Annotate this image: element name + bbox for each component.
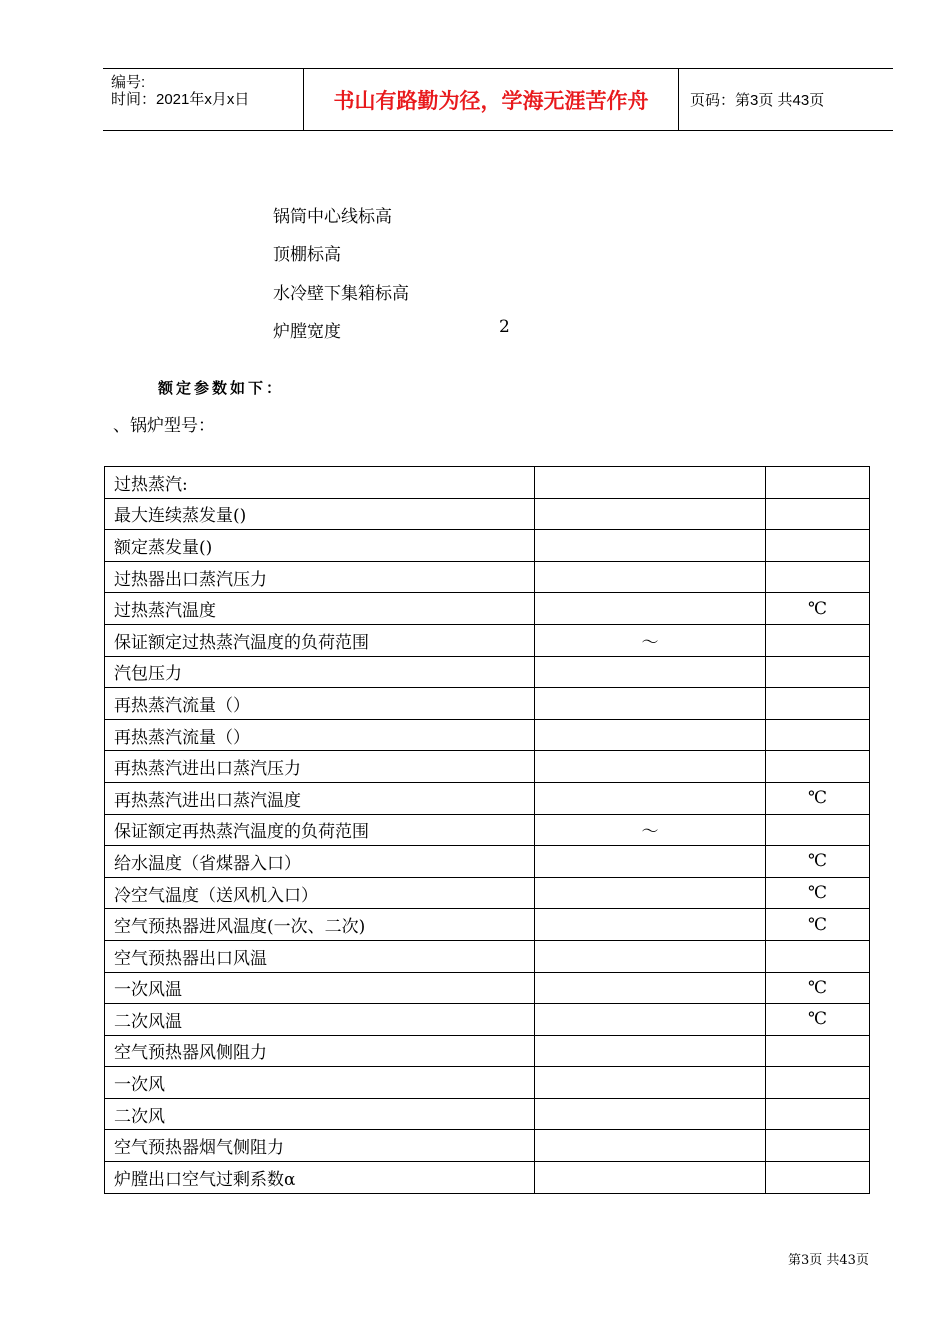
section-title: 额定参数如下： (158, 379, 285, 397)
table-row (105, 688, 870, 720)
param-unit-cell (766, 1098, 870, 1130)
param-name-cell: 再热蒸汽流量（） (105, 719, 535, 751)
param-value-cell: ～ (535, 814, 766, 846)
param-name-cell: 空气预热器风侧阻力 (105, 1035, 535, 1067)
param-name-cell: 保证额定过热蒸汽温度的负荷范围 (105, 624, 535, 656)
param-value-cell (535, 1067, 766, 1099)
param-name-cell: 一次风 (105, 1067, 535, 1099)
param-unit-cell (766, 940, 870, 972)
spec-label: 锅筒中心线标高 (273, 207, 392, 227)
param-unit-cell (766, 467, 870, 499)
param-value-cell (535, 467, 766, 499)
page-footer: 第3页 共43页 (788, 1253, 869, 1268)
param-value-cell (535, 972, 766, 1004)
param-unit-cell (766, 688, 870, 720)
param-value-cell (535, 1035, 766, 1067)
param-unit-cell (766, 656, 870, 688)
param-value-cell (535, 751, 766, 783)
table-row (105, 877, 870, 909)
param-name-cell: 一次风温 (105, 972, 535, 1004)
param-value-cell (535, 940, 766, 972)
table-row (105, 1162, 870, 1194)
header-page-number (688, 69, 824, 130)
table-row (105, 1035, 870, 1067)
param-name-cell: 二次风温 (105, 1004, 535, 1036)
param-name-cell: 冷空气温度（送风机入口） (105, 877, 535, 909)
param-value-cell: ～ (535, 624, 766, 656)
param-name-cell: 过热蒸汽: (105, 467, 535, 499)
param-unit-cell: ℃ (766, 877, 870, 909)
table-row (105, 1004, 870, 1036)
param-unit-cell: ℃ (766, 1004, 870, 1036)
param-name-cell: 再热蒸汽进出口蒸汽压力 (105, 751, 535, 783)
param-name-cell: 再热蒸汽进出口蒸汽温度 (105, 782, 535, 814)
param-value-cell (535, 1004, 766, 1036)
table-row (105, 909, 870, 941)
param-value-cell (535, 1098, 766, 1130)
table-row (105, 1130, 870, 1162)
param-unit-cell (766, 1035, 870, 1067)
document-date: 时间：2021年x月x日 (111, 91, 250, 108)
table-row (105, 656, 870, 688)
table-row (105, 1098, 870, 1130)
spec-value: 2 (499, 317, 510, 337)
param-value-cell (535, 1130, 766, 1162)
table-row (105, 940, 870, 972)
param-value-cell (535, 530, 766, 562)
param-value-cell (535, 719, 766, 751)
document-number-label: 编号: (111, 74, 146, 91)
param-unit-cell (766, 719, 870, 751)
param-unit-cell (766, 814, 870, 846)
param-unit-cell: ℃ (766, 782, 870, 814)
table-row (105, 624, 870, 656)
table-row (105, 751, 870, 783)
table-row (105, 530, 870, 562)
param-value-cell (535, 498, 766, 530)
param-unit-cell (766, 498, 870, 530)
param-unit-cell: ℃ (766, 846, 870, 878)
table-row (105, 561, 870, 593)
param-name-cell: 二次风 (105, 1098, 535, 1130)
param-unit-cell (766, 1067, 870, 1099)
param-name-cell: 空气预热器进风温度(一次、二次) (105, 909, 535, 941)
param-name-cell: 再热蒸汽流量（） (105, 688, 535, 720)
boiler-model-label: 、锅炉型号： (113, 416, 215, 436)
param-name-cell: 空气预热器出口风温 (105, 940, 535, 972)
param-name-cell: 额定蒸发量() (105, 530, 535, 562)
table-row (105, 972, 870, 1004)
table-row (105, 467, 870, 499)
param-value-cell (535, 593, 766, 625)
param-name-cell: 过热蒸汽温度 (105, 593, 535, 625)
param-unit-cell (766, 530, 870, 562)
param-value-cell (535, 688, 766, 720)
param-value-cell (535, 656, 766, 688)
param-value-cell (535, 561, 766, 593)
header-page-text: 页码：第3页 共43页 (690, 92, 825, 109)
table-row (105, 846, 870, 878)
header-motto: 书山有路勤为径，学海无涯苦作舟 (304, 69, 679, 130)
table-row (105, 1067, 870, 1099)
param-name-cell: 过热器出口蒸汽压力 (105, 561, 535, 593)
param-unit-cell: ℃ (766, 909, 870, 941)
param-unit-cell (766, 1130, 870, 1162)
spec-label: 水冷壁下集箱标高 (273, 284, 409, 304)
param-name-cell: 汽包压力 (105, 656, 535, 688)
table-row (105, 719, 870, 751)
param-value-cell (535, 1162, 766, 1194)
param-value-cell (535, 782, 766, 814)
param-value-cell (535, 909, 766, 941)
param-value-cell (535, 846, 766, 878)
table-row (105, 782, 870, 814)
param-unit-cell (766, 1162, 870, 1194)
parameters-table (104, 466, 870, 1194)
param-value-cell (535, 877, 766, 909)
spec-label: 顶棚标高 (273, 245, 341, 265)
param-name-cell: 空气预热器烟气侧阻力 (105, 1130, 535, 1162)
param-unit-cell (766, 561, 870, 593)
table-row (105, 814, 870, 846)
param-name-cell: 最大连续蒸发量() (105, 498, 535, 530)
page-header (103, 68, 893, 131)
spec-label: 炉膛宽度 (273, 322, 341, 342)
param-unit-cell: ℃ (766, 972, 870, 1004)
param-unit-cell (766, 751, 870, 783)
header-meta (103, 69, 304, 130)
param-unit-cell: ℃ (766, 593, 870, 625)
param-name-cell: 给水温度（省煤器入口） (105, 846, 535, 878)
param-unit-cell (766, 624, 870, 656)
param-name-cell: 保证额定再热蒸汽温度的负荷范围 (105, 814, 535, 846)
param-name-cell: 炉膛出口空气过剩系数α (105, 1162, 535, 1194)
table-row (105, 593, 870, 625)
table-row (105, 498, 870, 530)
